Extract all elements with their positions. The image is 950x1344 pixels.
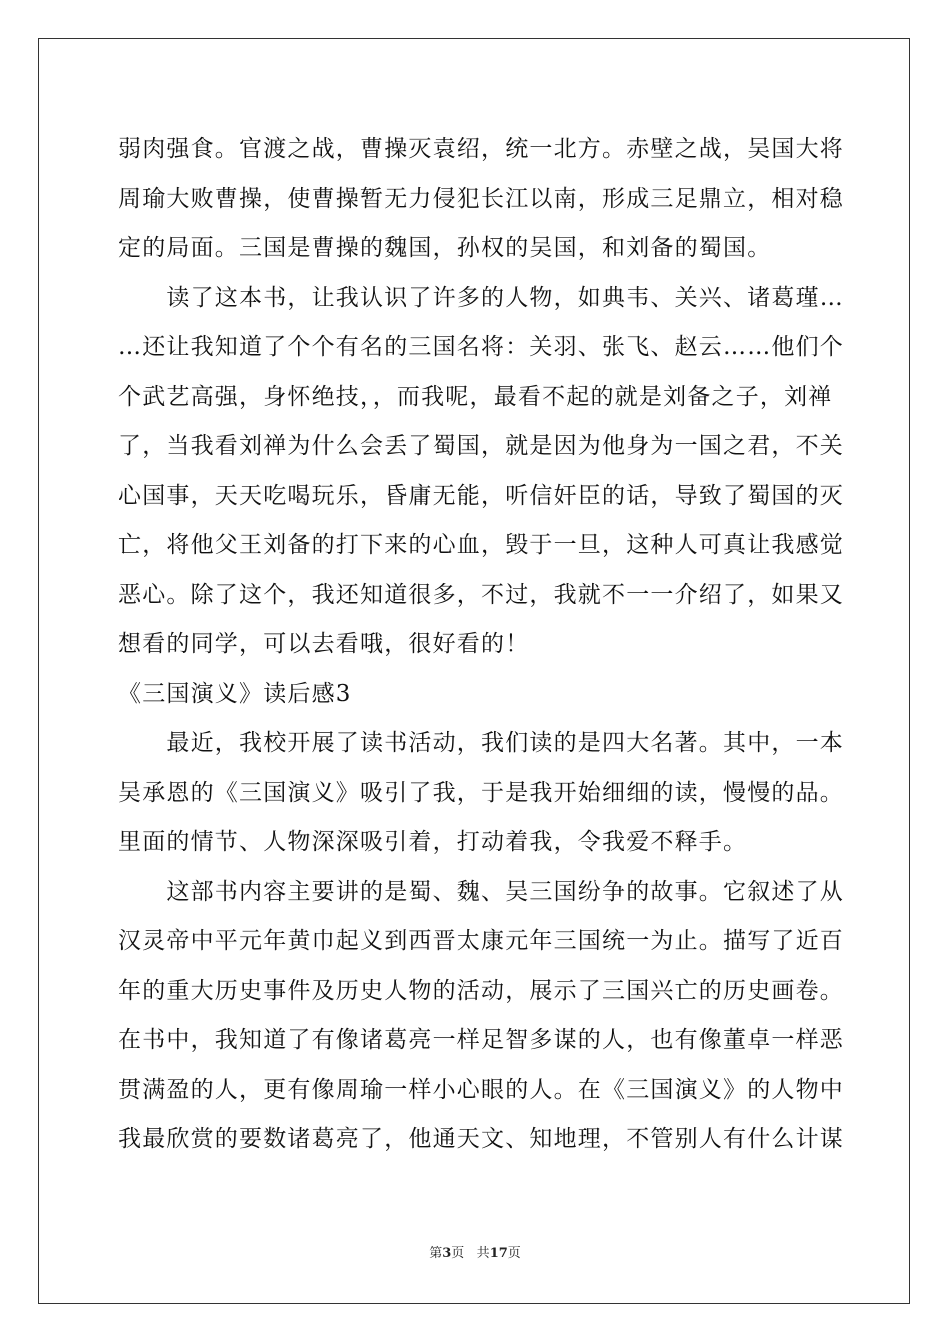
text-line: …还让我知道了个个有名的三国名将：关羽、张飞、赵云……他们个 — [118, 334, 844, 360]
page-footer — [0, 1245, 950, 1263]
text-line: 吴承恩的《三国演义》吸引了我，于是我开始细细的读，慢慢的品。 — [118, 780, 844, 806]
text-line: 我最欣赏的要数诸葛亮了，他通天文、知地理，不管别人有什么计谋 — [118, 1126, 844, 1152]
paragraph-first-line: 最近，我校开展了读书活动，我们读的是四大名著。其中，一本 — [118, 730, 844, 756]
text-line: 年的重大历史事件及历史人物的活动，展示了三国兴亡的历史画卷。 — [118, 978, 844, 1004]
text-line: 了，当我看刘禅为什么会丢了蜀国，就是因为他身为一国之君，不关 — [118, 433, 844, 459]
text-line: 定的局面。三国是曹操的魏国，孙权的吴国，和刘备的蜀国。 — [118, 235, 772, 261]
text-line: 恶心。除了这个，我还知道很多，不过，我就不一一介绍了，如果又 — [118, 582, 844, 608]
text-line: 在书中，我知道了有像诸葛亮一样足智多谋的人，也有像董卓一样恶 — [118, 1027, 844, 1053]
text-line: 心国事，天天吃喝玩乐，昏庸无能，听信奸臣的话，导致了蜀国的灭 — [118, 483, 844, 509]
text-line: 个武艺高强，身怀绝技，，而我呢，最看不起的就是刘备之子，刘禅 — [118, 384, 833, 410]
text-line: 贯满盈的人，更有像周瑜一样小心眼的人。在《三国演义》的人物中 — [118, 1077, 844, 1103]
section-heading: 《三国演义》读后感3 — [118, 681, 352, 707]
text-line: 里面的情节、人物深深吸引着，打动着我，令我爱不释手。 — [118, 829, 748, 855]
text-line: 周瑜大败曹操，使曹操暂无力侵犯长江以南，形成三足鼎立，相对稳 — [118, 186, 844, 212]
page-border — [38, 38, 910, 1304]
page-total: 共17页 — [476, 1246, 521, 1261]
page-number: 第3页 — [429, 1246, 465, 1261]
text-line: 弱肉强食。官渡之战，曹操灭袁绍，统一北方。赤壁之战，吴国大将 — [118, 136, 844, 162]
text-line: 想看的同学，可以去看哦，很好看的！ — [118, 631, 530, 657]
paragraph-first-line: 读了这本书，让我认识了许多的人物，如典韦、关兴、诸葛瑾… — [118, 285, 844, 311]
text-line: 汉灵帝中平元年黄巾起义到西晋太康元年三国统一为止。描写了近百 — [118, 928, 844, 954]
text-line: 亡，将他父王刘备的打下来的心血，毁于一旦，这种人可真让我感觉 — [118, 532, 844, 558]
paragraph-first-line: 这部书内容主要讲的是蜀、魏、吴三国纷争的故事。它叙述了从 — [118, 879, 844, 905]
